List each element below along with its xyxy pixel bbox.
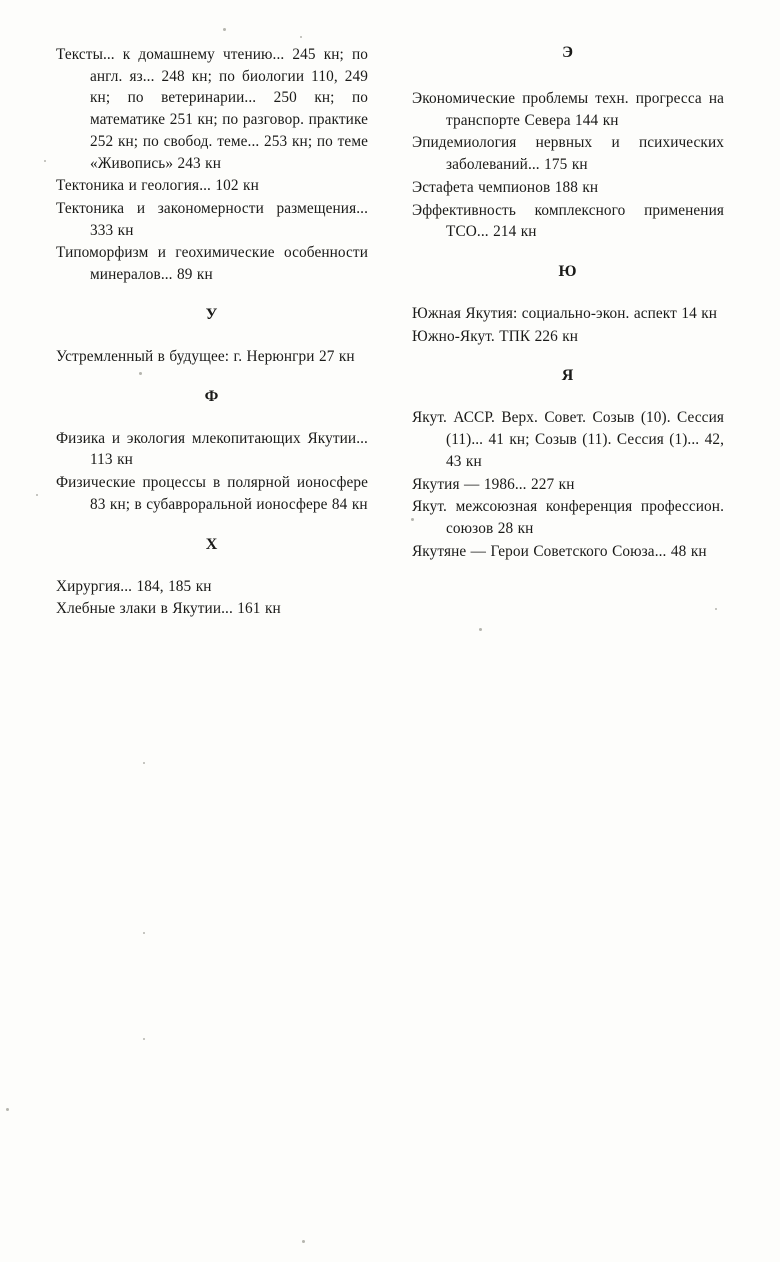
index-letter-heading: Ю [558,263,578,281]
index-entry: Хлебные злаки в Якутии... 161 кн [56,600,281,618]
page-speck [300,36,302,38]
index-entry: Якут. АССР. Верх. Совет. Созыв (10). Сессия (11)... 41 кн; Созыв (11). Сессия (1)... 42, 43 кн [412,409,724,470]
page-speck [44,160,46,162]
index-entry: Хирургия... 184, 185 кн [56,577,212,595]
index-entry: Тектоника и геология... 102 кн [56,177,259,195]
index-entry: Южная Якутия: социально-экон. аспект 14 кн [412,305,718,323]
page-speck [36,494,38,496]
index-entry: Якутяне — Герои Советского Союза... 48 кн [412,542,707,560]
page-speck [143,762,145,764]
index-columns [56,44,724,621]
index-entry: Эстафета чемпионов 188 кн [412,178,599,196]
index-entry: Устремленный в будущее: г. Нерюнгри 27 кн [56,347,355,365]
index-entry: Тектоника и закономерности размещения... 333 кн [56,200,368,239]
index-column-left [56,44,368,621]
page-speck [143,1038,145,1040]
index-entry: Тексты... к домашнему чтению... 245 кн; по англ. яз... 248 кн; по биологии 110, 249 кн; по ветеринарии... 250 кн; по математике 251 кн; по разговор. практике 252 кн; по свобод. теме... 253 кн; по теме «Живопись» 243 кн [56,46,368,172]
index-entry: Якутия — 1986... 227 кн [412,475,575,493]
index-entry: Физические процессы в полярной ионосфере 83 кн; в субавроральной ионосфере 84 кн [56,474,368,513]
page-speck [6,1108,9,1111]
index-letter-heading: X [205,535,219,553]
index-entry: Южно-Якут. ТПК 226 кн [412,327,579,345]
index-letter-heading: Э [562,44,574,61]
index-entry: Эпидемиология нервных и психических заболеваний... 175 кн [412,134,724,174]
index-letter-heading: Ф [204,387,220,405]
index-entry: Якут. межсоюзная конференция профессион. союзов 28 кн [412,498,724,538]
index-column-right [412,44,724,621]
index-entry: Типоморфизм и геохимические особенности минералов... 89 кн [56,244,368,284]
index-letter-heading: У [205,305,219,323]
page-speck [223,28,226,31]
index-entry: Эффективность комплексного применения ТСО... 214 кн [412,201,724,241]
index-entry: Физика и экология млекопитающих Якутии... 113 кн [56,429,368,469]
page-speck [479,628,482,631]
index-letter-heading: Я [561,367,575,385]
page-speck [143,932,145,934]
index-entry: Экономические проблемы техн. прогресса на транспорте Севера 144 кн [412,90,724,129]
page-speck [302,1240,305,1243]
